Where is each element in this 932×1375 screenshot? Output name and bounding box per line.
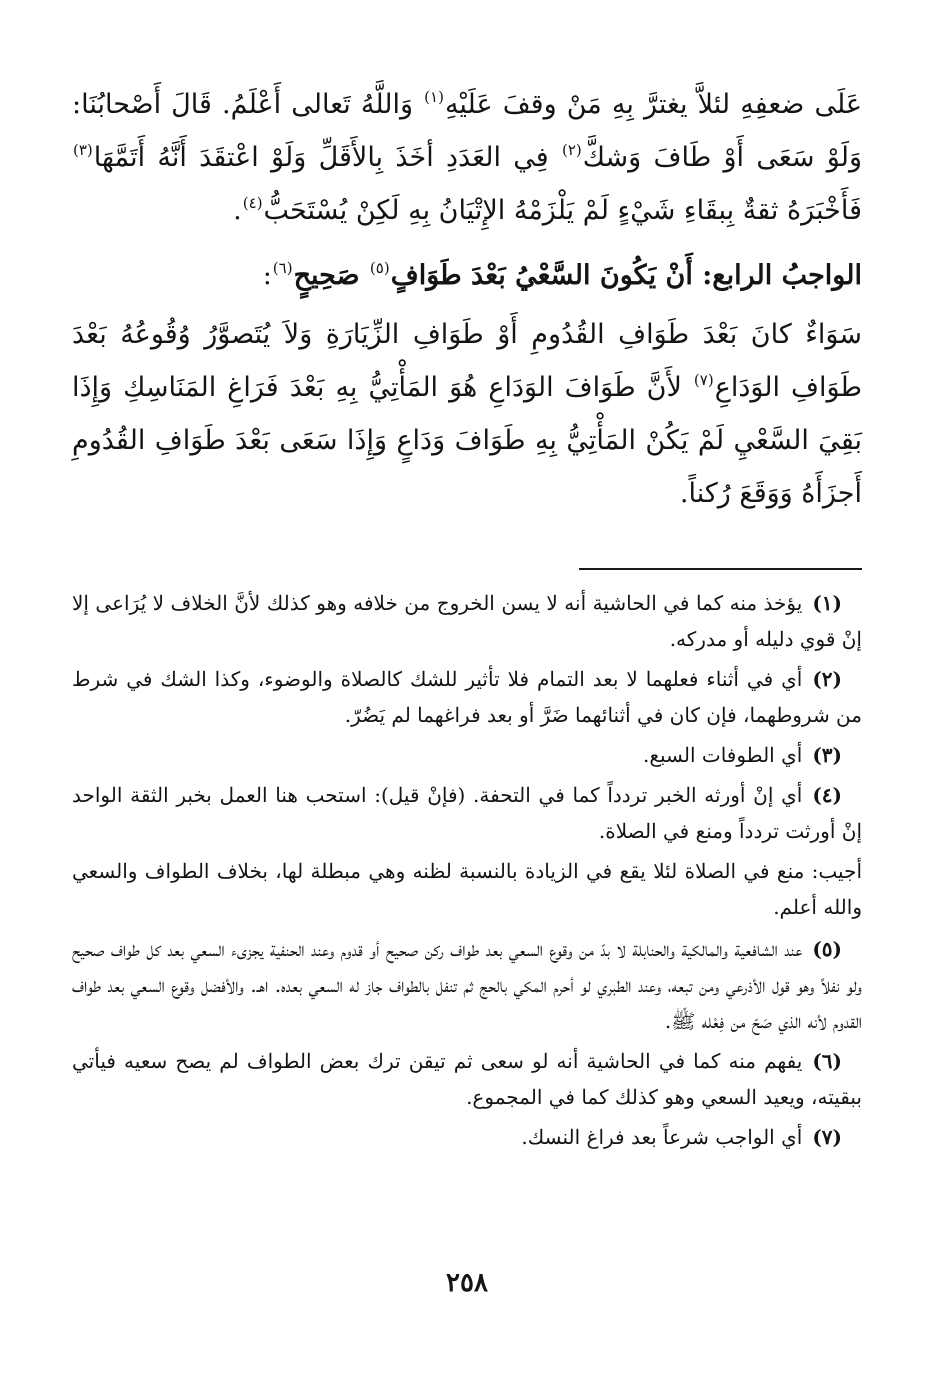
main-paragraph-1-part-c: فِي العَدَدِ أخَذَ بِالأَقَلِّ وَلَوْ اعْتقَدَ أَنَّهُ أَتَمَّهَا xyxy=(93,142,561,173)
footnote-text: عند الشافعية والمالكية والحنابلة لا بدّ من وقوع السعي بعد طواف ركن صحيح أو قدوم وعند الحنفية يجزىء السعي بعد كل طواف صحيح ولو نفلاً وهو قول الأذرعي ومن تبعه، وعند الطبري لو أحرم المكي بالحج ثم تنفل بالطواف جاز له السعي بعده. اهـ. والأفضل وقوع السعي بعد طواف القدوم لأنه الذي صَحّ من فِعْله ﷺ. xyxy=(72,937,862,1033)
footnote-ref-4: (٤) xyxy=(242,194,263,212)
footnote-number: (٢) xyxy=(812,667,842,691)
main-paragraph-1-part-a: عَلَى ضعفِهِ لئلاَّ يغترَّ بِهِ مَنْ وقفَ عَلَيْهِ xyxy=(444,89,862,120)
section-heading-end: : xyxy=(262,260,272,291)
footnote-text: أي في أثناء فعلهما لا بعد التمام فلا تأثير للشك كالصلاة والوضوء، وكذا الشك في شرط من شروطهما، فإن كان في أثنائهما ضَرَّ أو بعد فراغهما لم يَضُرّ. xyxy=(72,667,862,727)
footnote-number: (٤) xyxy=(812,783,842,807)
footnote-ref-5: (٥) xyxy=(369,259,390,277)
footnote-number: (٣) xyxy=(812,743,842,767)
footnote-number: (١) xyxy=(812,591,842,615)
main-paragraph-1-part-d: فَأَخْبَرَهُ ثقةٌ بِبقَاءِ شَيْءٍ لَمْ يَلْزَمْهُ الإِتْيَانُ بِهِ لَكِنْ يُسْتَحَبُّ xyxy=(263,195,862,226)
footnote-number: (٥) xyxy=(812,937,842,961)
main-paragraph-1-part-e: . xyxy=(233,195,242,226)
footnote-1 xyxy=(72,585,862,657)
footnote-5 xyxy=(72,931,862,1039)
footnote-text: يفهم منه كما في الحاشية أنه لو سعى ثم تيقن ترك بعض الطواف لم يصح سعيه فيأتي ببقيته، ويعيد السعي وهو كذلك كما في المجموع. xyxy=(72,1049,862,1109)
section-heading-condition-b: صَحِيحٍ xyxy=(293,260,369,291)
footnote-ref-6: (٦) xyxy=(272,259,293,277)
section-heading-condition-a: أَنْ يَكُونَ السَّعْيُ بَعْدَ طَوَافٍ xyxy=(390,260,693,291)
section-heading xyxy=(72,249,862,302)
section-heading-label: الواجبُ الرابع: xyxy=(692,260,862,291)
footnote-number: (٧) xyxy=(812,1125,842,1149)
footnote-text: يؤخذ منه كما في الحاشية أنه لا يسن الخروج من خلافه وهو كذلك لأنَّ الخلاف لا يُرَاعى إلا إنْ قوي دليله أو مدركه. xyxy=(72,591,862,651)
footnote-ref-2: (٢) xyxy=(561,141,582,159)
main-paragraph-2-part-a: سَوَاءٌ كانَ بَعْدَ طَوَافِ القُدُومِ أَوْ طَوَافِ الزِّيَارَةِ وَلاَ يُتَصوَّرُ وُقُوعُهُ بَعْدَ طَوَافِ الوَدَاعِ xyxy=(72,319,863,403)
footnote-7 xyxy=(72,1119,862,1155)
footnote-6 xyxy=(72,1043,862,1115)
main-text xyxy=(72,78,862,520)
footnote-2 xyxy=(72,661,862,733)
footnote-ref-3: (٣) xyxy=(73,141,93,159)
footnote-4-continuation: أجيب: منع في الصلاة لئلا يقع في الزيادة بالنسبة لظنه وهي مبطلة لها، بخلاف الطواف والسعي والله أعلم. xyxy=(72,859,862,919)
footnote-text: أي إنْ أورثه الخبر تردداً كما في التحفة. (فإنْ قيل): استحب هنا العمل بخبر الثقة الواحد إنْ أورثت تردداً ومنع في الصلاة. xyxy=(72,783,862,843)
main-paragraph-1-part-b: وَاللَّهُ تَعالى أَعْلَمُ. قَالَ أَصْحابُنَا: وَلَوْ سَعَى أَوْ طَافَ وَشكَّ xyxy=(72,89,862,173)
book-page xyxy=(72,60,862,1310)
footnote-ref-7: (٧) xyxy=(693,371,714,389)
footnote-text: أي الطوفات السبع. xyxy=(642,743,803,767)
page-number: ٢٥٨ xyxy=(446,1268,488,1298)
footnote-4 xyxy=(72,777,862,849)
footnote-text: أي الواجب شرعاً بعد فراغ النسك. xyxy=(521,1125,803,1149)
footnote-ref-1: (١) xyxy=(424,88,444,106)
footnote-number: (٦) xyxy=(812,1049,842,1073)
footnote-separator xyxy=(579,568,862,570)
footnote-3 xyxy=(72,737,862,773)
main-paragraph-2 xyxy=(72,308,862,520)
main-paragraph-1 xyxy=(72,78,862,237)
footnotes-section xyxy=(72,585,862,1159)
main-paragraph-2-part-b: لأَنَّ طَوَافَ الوَدَاعِ هُوَ المَأْتِيُّ بِهِ بَعْدَ فَرَاغِ المَنَاسِكِ وَإِذَا بَقِيَ السَّعْيِ لَمْ يَكُنْ المَأْتِيُّ بِهِ طَوَافَ وَدَاعٍ وَإِذَا سَعَى بَعْدَ طَوَافِ القُدُومِ أَجزَأَهُ وَوَقَعَ رُكناً. xyxy=(72,372,862,509)
